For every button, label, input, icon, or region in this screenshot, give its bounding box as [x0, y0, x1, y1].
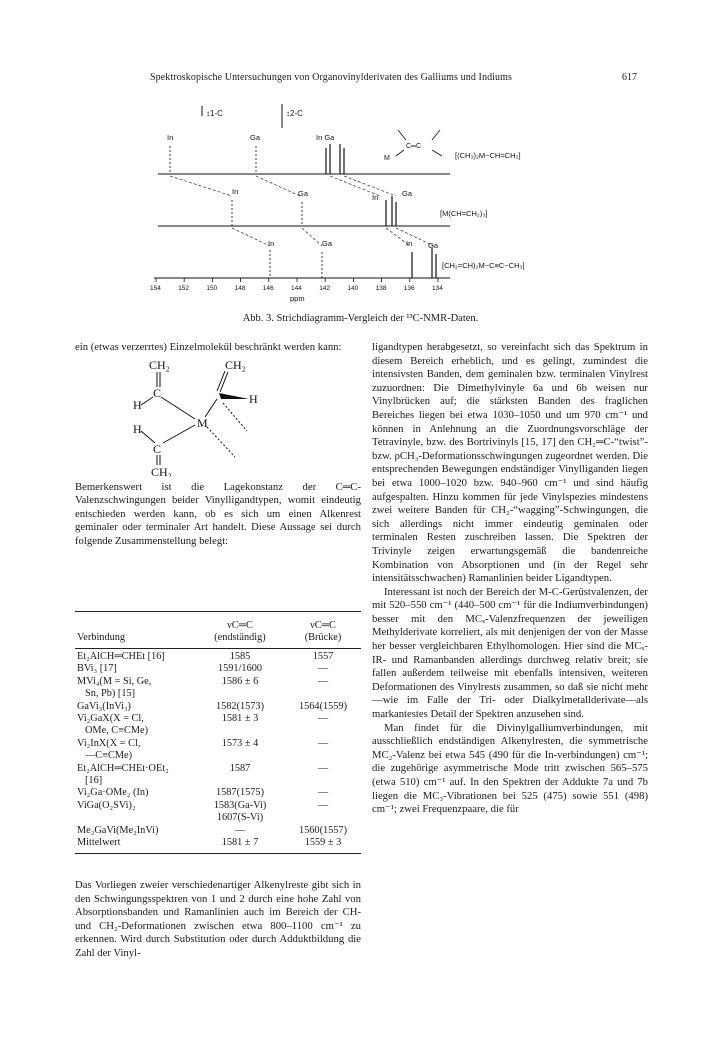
- axis-tick-label: 148: [234, 285, 246, 292]
- table-bottom-rule: [75, 853, 361, 854]
- table-row: [75, 713, 361, 725]
- axis-tick-label: 154: [150, 285, 161, 292]
- mol-ch2-top-right: CH₂: [225, 357, 246, 372]
- cell-terminal: [200, 688, 287, 700]
- header-terminal: [195, 620, 285, 648]
- row2-in-right: In: [372, 193, 379, 202]
- row1-formula: [(CH₃)₂M−CH=CH₂]: [455, 151, 521, 160]
- left-column-bottom: [75, 879, 361, 961]
- left-bottom-text: Das Vorliegen zweier verschiedenartiger Alkenylreste gibt sich in den Schwingungsspektren von 1 und 2 durch eine hohe Zahl von Absorptionsbanden und Ramanlinien auch im Bereich der CH- und CH₂-Deformationen zwischen etwa 800–1100 cm⁻¹ zu erkennen. Wird durch Substitution oder durch Adduktbildung die Zahl der Vinyl-: [75, 879, 361, 959]
- row1-in-ga: In Ga: [316, 133, 335, 142]
- cell-bridge: —: [317, 762, 329, 774]
- axis-tick-label: 146: [262, 285, 274, 292]
- cell-bridge: —: [317, 675, 329, 687]
- nmr-stick-diagram: [140, 96, 600, 311]
- row3-ga-right: Ga: [428, 241, 439, 250]
- cell-compound: OMe, C≡CMe): [85, 725, 149, 737]
- header-bridge-symbol: νC═C: [310, 620, 336, 631]
- axis-tick-label: 138: [375, 285, 387, 292]
- cell-compound: BVi₃ [17]: [77, 663, 117, 675]
- right-paragraph-1: ligandtypen herabgesetzt, so vereinfacht sich das Spektrum in diesem Bereich erheblich, und es gelingt, zumindest die intensivsten Banden, dem geminalen bzw. terminalen Vinylrest zuzuordnen: Die Dimethylvinyle 6a und 6b weisen nur Vinylbrücken auf; die stärksten Banden des fraglichen Bereiches liegen bei etwa 1030–1050 und um 970 cm⁻¹ und können in Anlehnung an die Zuordnungsvorschläge der Tetravinyle, bzw. des Bortrivinyls [15, 17] den CH₂═C-“twist”-bzw. ρCH₃-Deformationsschwingungen zugeordnet werden. Die entsprechenden Bewegungen endständiger Vinylliganden liegen bei etwa 1000–1020 bzw. 940–960 cm⁻¹ und sind häufig aufgespalten. Hinzu kommen für jede Vinylspezies mindestens zwei weitere Banden für CH₂-“wagging”-Schwingungen, die sich allerdings nicht immer eindeutig geminalen oder terminalen Resten zuschreiben lassen. Die Spektren der Trivinyle zeigen erwartungsgemäß die bandenreiche Kombination von Absorptionen und (in der Regel sehr intensitätsschwachen) Ramanlinien beider Ligandtypen.: [372, 341, 648, 585]
- cell-terminal: [200, 775, 287, 787]
- cell-bridge: —: [317, 799, 329, 811]
- header-bridge-label: (Brücke): [304, 632, 342, 643]
- mol-m: M: [197, 415, 208, 430]
- table-row: [75, 775, 361, 787]
- right-paragraph-3: Man findet für die Divinylgalliumverbindungen, mit ausschließlich endständigen Alkenylresten, die symmetrische MC₂-Valenz bei etwa 545 (490 für die In-verbindungen) cm⁻¹; die zugehörige asymmetrische Mode tritt zwischen 565–575 (etwa 510) cm⁻¹ auf. In den Spektren der Addukte 7a und 7b liegen die MC₃-Vibrationen bei 525 (475) sowie 551 (498) cm⁻¹; zwei Frequenzpaare, die für: [372, 721, 648, 816]
- cell-terminal: 1581 ± 3: [221, 713, 259, 725]
- cell-bridge: 1559 ± 3: [304, 837, 342, 849]
- table-header-rule: [75, 648, 361, 649]
- row1-in-left: In: [167, 133, 174, 142]
- table-row: [75, 837, 361, 849]
- header-bridge: [285, 620, 361, 648]
- running-title: Spektroskopische Untersuchungen von Organovinylderivaten des Galliums und Indiums: [150, 72, 513, 83]
- table-row: [75, 787, 361, 799]
- axis-tick-label: 152: [178, 285, 190, 292]
- cell-compound: Vi₂Ga·OMe₂ (In): [77, 787, 149, 799]
- cell-compound: Vi₂GaX(X = Cl,: [77, 713, 144, 725]
- left-column: [75, 341, 361, 549]
- cell-compound: GaVi₃(InVi₃): [77, 700, 131, 712]
- cell-compound: ViGa(O₂SVi)₂: [77, 799, 136, 811]
- label-2c: ↕2-C: [286, 109, 303, 118]
- row3-ga: Ga: [322, 239, 333, 248]
- cell-terminal: 1582(1573): [215, 700, 265, 712]
- left-remark: Bemerkenswert ist die Lagekonstanz der C═C-Valenzschwingungen beider Vinylligandtypen, womit eindeutig entschieden werden kann, ob es sich um einen Alkenrest geminaler oder terminaler Art handelt. Diese Aussage sei durch folgende Zusammenstellung belegt:: [75, 480, 361, 547]
- right-column: [372, 341, 648, 817]
- mol-c2: C: [153, 441, 162, 456]
- row3-formula: [CH₂=CH)₂M−C≡C−CH₃]: [442, 261, 525, 270]
- page-number: 617: [622, 72, 637, 83]
- cell-compound: Mittelwert: [77, 837, 121, 849]
- cell-terminal: 1587: [229, 762, 251, 774]
- table-row: [75, 725, 361, 737]
- cell-terminal: 1583(Ga-Vi): [213, 799, 267, 811]
- row1-ga-left: Ga: [250, 133, 261, 142]
- cell-compound: Vi₂InX(X = Cl,: [77, 737, 141, 749]
- cell-compound: MVi₄(M = Si, Ge,: [77, 675, 152, 687]
- axis-tick-label: 142: [319, 285, 331, 292]
- cell-compound: Et₂AlCH═CHEt·OEt₂: [77, 762, 169, 774]
- axis-tick-label: 140: [347, 285, 359, 292]
- cell-bridge: 1560(1557): [298, 824, 348, 836]
- cell-compound: Et₂AlCH═CHEt [16]: [77, 651, 165, 662]
- cell-bridge: [287, 750, 361, 762]
- table-row: [75, 800, 361, 812]
- cell-bridge: —: [317, 713, 329, 725]
- table-row: [75, 750, 361, 762]
- table-row: [75, 688, 361, 700]
- table-row: [75, 663, 361, 675]
- cell-terminal: [200, 750, 287, 762]
- row2-in: In: [232, 187, 239, 196]
- mol-ch2-bottom: CH₂: [151, 464, 172, 477]
- mol-h1: H: [133, 397, 142, 412]
- vinyl-cc: C═C: [406, 143, 422, 150]
- label-1c: ↕1-C: [206, 109, 223, 118]
- molecule-structure: [125, 357, 295, 477]
- axis-tick-label: 144: [291, 285, 302, 292]
- cell-compound: [75, 812, 195, 824]
- row3-in-right: In: [406, 239, 413, 248]
- cell-bridge: [285, 812, 361, 824]
- cell-terminal: 1607(S-Vi): [216, 812, 264, 824]
- header-compound: Verbindung: [77, 632, 126, 643]
- row3-in: In: [268, 239, 275, 248]
- table-header: [75, 612, 361, 648]
- header-terminal-symbol: νC═C: [227, 620, 253, 631]
- table-row: [75, 812, 361, 824]
- row2-formula: [M(CH=CH₂)₃]: [440, 209, 488, 218]
- row2-ga-right: Ga: [402, 189, 413, 198]
- table-row: [75, 763, 361, 775]
- figure-caption: Abb. 3. Strichdiagramm-Vergleich der ¹³C-NMR-Daten.: [242, 313, 479, 324]
- header-terminal-label: (endständig): [214, 632, 266, 643]
- vinyl-sketch: [384, 130, 442, 162]
- left-intro: ein (etwas verzerrtes) Einzelmolekül beschränkt werden kann:: [75, 341, 342, 353]
- table-row: [75, 676, 361, 688]
- table-row: [75, 651, 361, 663]
- cell-compound: —C≡CMe): [85, 750, 132, 762]
- axis-tick-label: 136: [403, 285, 415, 292]
- axis-tick-label: 150: [206, 285, 218, 292]
- mol-c1: C: [153, 385, 162, 400]
- cc-valence-table: [75, 611, 361, 854]
- table-row: [75, 701, 361, 713]
- cell-compound: [16]: [85, 775, 103, 787]
- cell-terminal: [200, 725, 287, 737]
- cell-terminal: 1587(1575): [215, 787, 265, 799]
- vinyl-metal: M: [384, 155, 390, 162]
- cell-bridge: —: [317, 787, 329, 799]
- cell-bridge: —: [317, 737, 329, 749]
- cell-bridge: [287, 688, 361, 700]
- mol-ch2-top-left: CH₂: [149, 357, 170, 372]
- cell-terminal: 1591/1600: [217, 663, 263, 675]
- axis-label: ppm: [290, 294, 305, 303]
- right-paragraph-2: Interessant ist noch der Bereich der M-C-Gerüstvalenzen, der mit 520–550 cm⁻¹ (440–500 cm⁻¹ für die Indiumverbindungen) besser mit den MCₓ-Valenzfrequenzen der jeweiligen Methylderivate korreliert, als mit denjenigen der von der Masse her besser vergleichbaren Ethylhomologen. Hier sind die MCₓ-IR- und Ramanbanden allerdings durchweg relativ breit; sie fallen außerdem teilweise mit ebenfalls intensiven, weiteren Deformationen des Vinylrests zusammen, so daß sie nicht mehr—wie im Falle der Tri- oder Dialkylmetallderivate—als markantestes Detail der Spektren anzusehen sind.: [372, 585, 648, 721]
- cell-bridge: 1564(1559): [298, 700, 348, 712]
- cell-compound: Sn, Pb) [15]: [85, 688, 136, 700]
- table-body: [75, 651, 361, 850]
- mol-h3: H: [249, 391, 258, 406]
- cell-bridge: —: [317, 663, 329, 675]
- cell-bridge: [287, 725, 361, 737]
- cell-terminal: 1581 ± 7: [221, 837, 259, 849]
- mol-h2: H: [133, 421, 142, 436]
- cell-terminal: —: [234, 824, 246, 836]
- row2-ga: Ga: [298, 189, 309, 198]
- cell-compound: Me₂GaVi(Me₂InVi): [77, 824, 159, 836]
- axis-tick-label: 134: [432, 285, 443, 292]
- table-row: [75, 825, 361, 837]
- cell-terminal: 1585: [229, 651, 251, 662]
- cell-terminal: 1573 ± 4: [221, 737, 259, 749]
- cell-bridge: 1557: [312, 651, 334, 662]
- table-row: [75, 738, 361, 750]
- axis-ticks: [150, 278, 443, 292]
- cell-bridge: [287, 775, 361, 787]
- cell-terminal: 1586 ± 6: [221, 675, 259, 687]
